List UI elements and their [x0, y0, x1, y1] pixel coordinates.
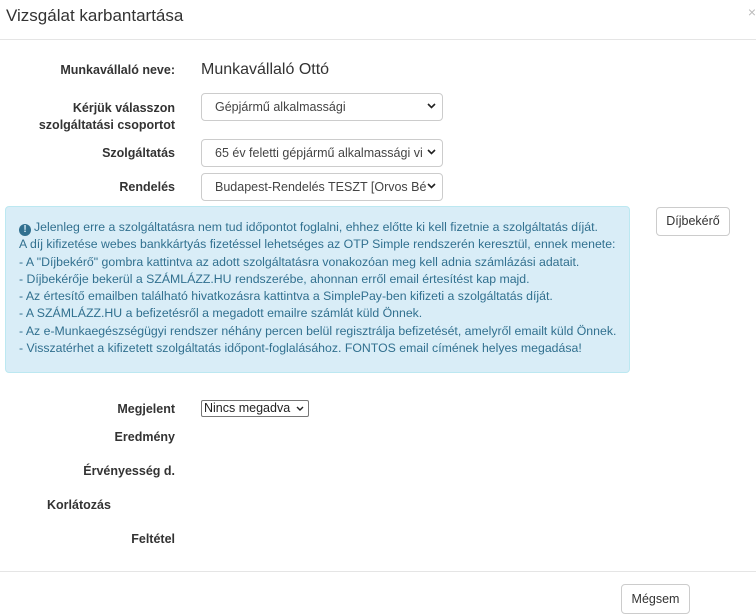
info-circle-icon: !: [19, 224, 31, 236]
footer-divider: [0, 571, 756, 572]
appeared-select[interactable]: [201, 400, 309, 417]
result-label: Eredmény: [114, 430, 175, 444]
payment-info-alert: [5, 206, 630, 373]
employee-name-value: Munkavállaló Ottó: [201, 61, 330, 78]
alert-line: [19, 219, 629, 236]
alert-line: A díj kifizetése webes bankkártyás fizetéssel lehetséges az OTP Simple rendszerén keresztül, ennek menete:: [19, 237, 616, 252]
service-group-select[interactable]: [201, 93, 443, 121]
chevron-down-icon: [427, 183, 436, 189]
modal-header: [0, 0, 756, 40]
restriction-label: Korlátozás: [47, 498, 111, 512]
order-label: Rendelés: [119, 180, 175, 194]
chevron-down-icon: [296, 406, 304, 411]
alert-line: - A SZÁMLÁZZ.HU a befizetésről a megadott emailre számlát küld Önnek.: [19, 306, 423, 321]
appeared-select-value: Nincs megadva: [204, 401, 291, 415]
invoice-request-button[interactable]: Díjbekérő: [656, 207, 730, 236]
appeared-label: Megjelent: [117, 402, 175, 416]
alert-line-text: Jelenleg erre a szolgáltatásra nem tud időpontot foglalni, ehhez előtte ki kell fizetnie a szolgáltatás díját.: [34, 220, 598, 234]
validity-date-label: Érvényesség d.: [83, 464, 175, 478]
alert-line: - Az értesítő emailben található hivatkozásra kattintva a SimplePay-ben kifizeti a szolgáltatás díját.: [19, 289, 553, 304]
order-select[interactable]: [201, 173, 443, 201]
service-group-select-value: Gépjármű alkalmassági: [215, 100, 346, 114]
order-select-value: Budapest-Rendelés TESZT [Orvos Bé: [215, 180, 427, 194]
service-group-label-line1: Kérjük válasszon: [72, 101, 175, 115]
service-group-label-line2: szolgáltatási csoportot: [38, 118, 175, 132]
modal-title: Vizsgálat karbantartása: [6, 6, 184, 25]
alert-line: - Visszatérhet a kifizetett szolgáltatás időpont-foglalásához. FONTOS email címének helyes megadása!: [19, 341, 582, 356]
chevron-down-icon: [427, 103, 436, 109]
service-label: Szolgáltatás: [102, 146, 175, 160]
employee-name-label: Munkavállaló neve:: [60, 63, 175, 77]
alert-line: - Díjbekérője bekerül a SZÁMLÁZZ.HU rendszerébe, ahonnan erről email értesítést kap majd.: [19, 271, 530, 286]
condition-label: Feltétel: [131, 532, 175, 546]
chevron-down-icon: [427, 149, 436, 155]
close-icon[interactable]: ×: [747, 4, 756, 20]
service-select-value: 65 év feletti gépjármű alkalmassági vi: [215, 146, 423, 160]
cancel-button[interactable]: Mégsem: [621, 584, 690, 614]
alert-line: - A "Díjbekérő" gombra kattintva az adott szolgáltatásra vonakozóan meg kell adnia számlázási adatait.: [19, 254, 580, 269]
alert-line: - Az e-Munkaegészségügyi rendszer néhány percen belül regisztrálja befizetését, amelyről emailt küld Önnek.: [19, 323, 617, 338]
service-group-label: [0, 100, 175, 134]
service-select[interactable]: [201, 139, 443, 167]
